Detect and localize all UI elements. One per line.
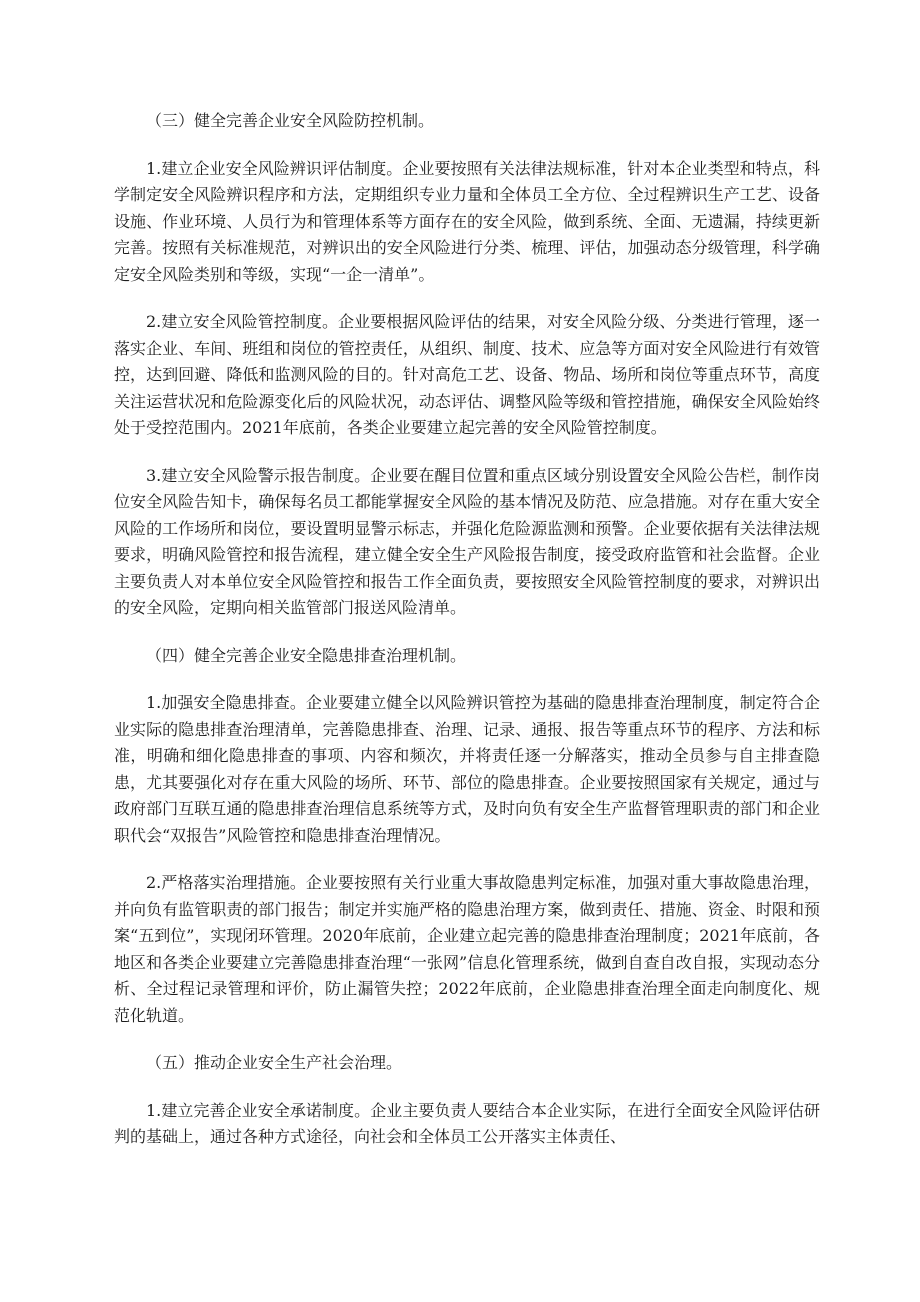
document-page — [114, 108, 820, 1151]
section-heading-4: （四）健全完善企业安全隐患排查治理机制。 — [146, 645, 467, 665]
section-heading-3: （三）健全完善企业安全风险防控机制。 — [146, 111, 435, 130]
paragraph-5-1: 1.建立完善企业安全承诺制度。企业主要负责人要结合本企业实际，在进行全面安全风险评估研判的基础上，通过各种方式途径，向社会和全体员工公开落实主体责任、 — [114, 1100, 820, 1146]
paragraph-4-1: 1.加强安全隐患排查。企业要建立健全以风险辨识管控为基础的隐患排查治理制度，制定符合企业实际的隐患排查治理清单，完善隐患排查、治理、记录、通报、报告等重点环节的程序、方法和标准，明确和细化隐患排查的事项、内容和频次，并将责任逐一分解落实，推动全员参与自主排查隐患，尤其要强化对存在重大风险的场所、环节、部位的隐患排查。企业要按照国家有关规定，通过与政府部门互联互通的隐患排查治理信息系统等方式，及时向负有安全生产监督管理职责的部门和企业职代会“双报告”风险管控和隐患排查治理情况。 — [114, 693, 820, 845]
paragraph-3-3: 3.建立安全风险警示报告制度。企业要在醒目位置和重点区域分别设置安全风险公告栏，制作岗位安全风险告知卡，确保每名员工都能掌握安全风险的基本情况及防范、应急措施。对存在重大安全风险的工作场所和岗位，要设置明显警示标志，并强化危险源监测和预警。企业要依据有关法律法规要求，明确风险管控和报告流程，建立健全安全生产风险报告制度，接受政府监管和社会监督。企业主要负责人对本单位安全风险管控和报告工作全面负责，要按照安全风险管控制度的要求，对辨识出的安全风险，定期向相关监管部门报送风险清单。 — [114, 465, 820, 617]
paragraph-3-1: 1.建立企业安全风险辨识评估制度。企业要按照有关法律法规标准，针对本企业类型和特点，科学制定安全风险辨识程序和方法，定期组织专业力量和全体员工全方位、全过程辨识生产工艺、设备设施、作业环境、人员行为和管理体系等方面存在的安全风险，做到系统、全面、无遗漏，持续更新完善。按照有关标准规范，对辨识出的安全风险进行分类、梳理、评估，加强动态分级管理，科学确定安全风险类别和等级，实现“一企一清单”。 — [114, 158, 820, 284]
paragraph-3-2: 2.建立安全风险管控制度。企业要根据风险评估的结果，对安全风险分级、分类进行管理，逐一落实企业、车间、班组和岗位的管控责任，从组织、制度、技术、应急等方面对安全风险进行有效管控，达到回避、降低和监测风险的目的。针对高危工艺、设备、物品、场所和岗位等重点环节，高度关注运营状况和危险源变化后的风险状况，动态评估、调整风险等级和管控措施，确保安全风险始终处于受控范围内。2021年底前，各类企业要建立起完善的安全风险管控制度。 — [114, 312, 820, 437]
paragraph-4-2: 2.严格落实治理措施。企业要按照有关行业重大事故隐患判定标准，加强对重大事故隐患治理，并向负有监管职责的部门报告；制定并实施严格的隐患治理方案，做到责任、措施、资金、时限和预案“五到位”，实现闭环管理。2020年底前，企业建立起完善的隐患排查治理制度；2021年底前，各地区和各类企业要建立完善隐患排查治理“一张网”信息化管理系统，做到自查自改自报，实现动态分析、全过程记录管理和评价，防止漏管失控；2022年底前，企业隐患排查治理全面走向制度化、规范化轨道。 — [114, 873, 820, 1025]
section-heading-5: （五）推动企业安全生产社会治理。 — [146, 1053, 403, 1072]
